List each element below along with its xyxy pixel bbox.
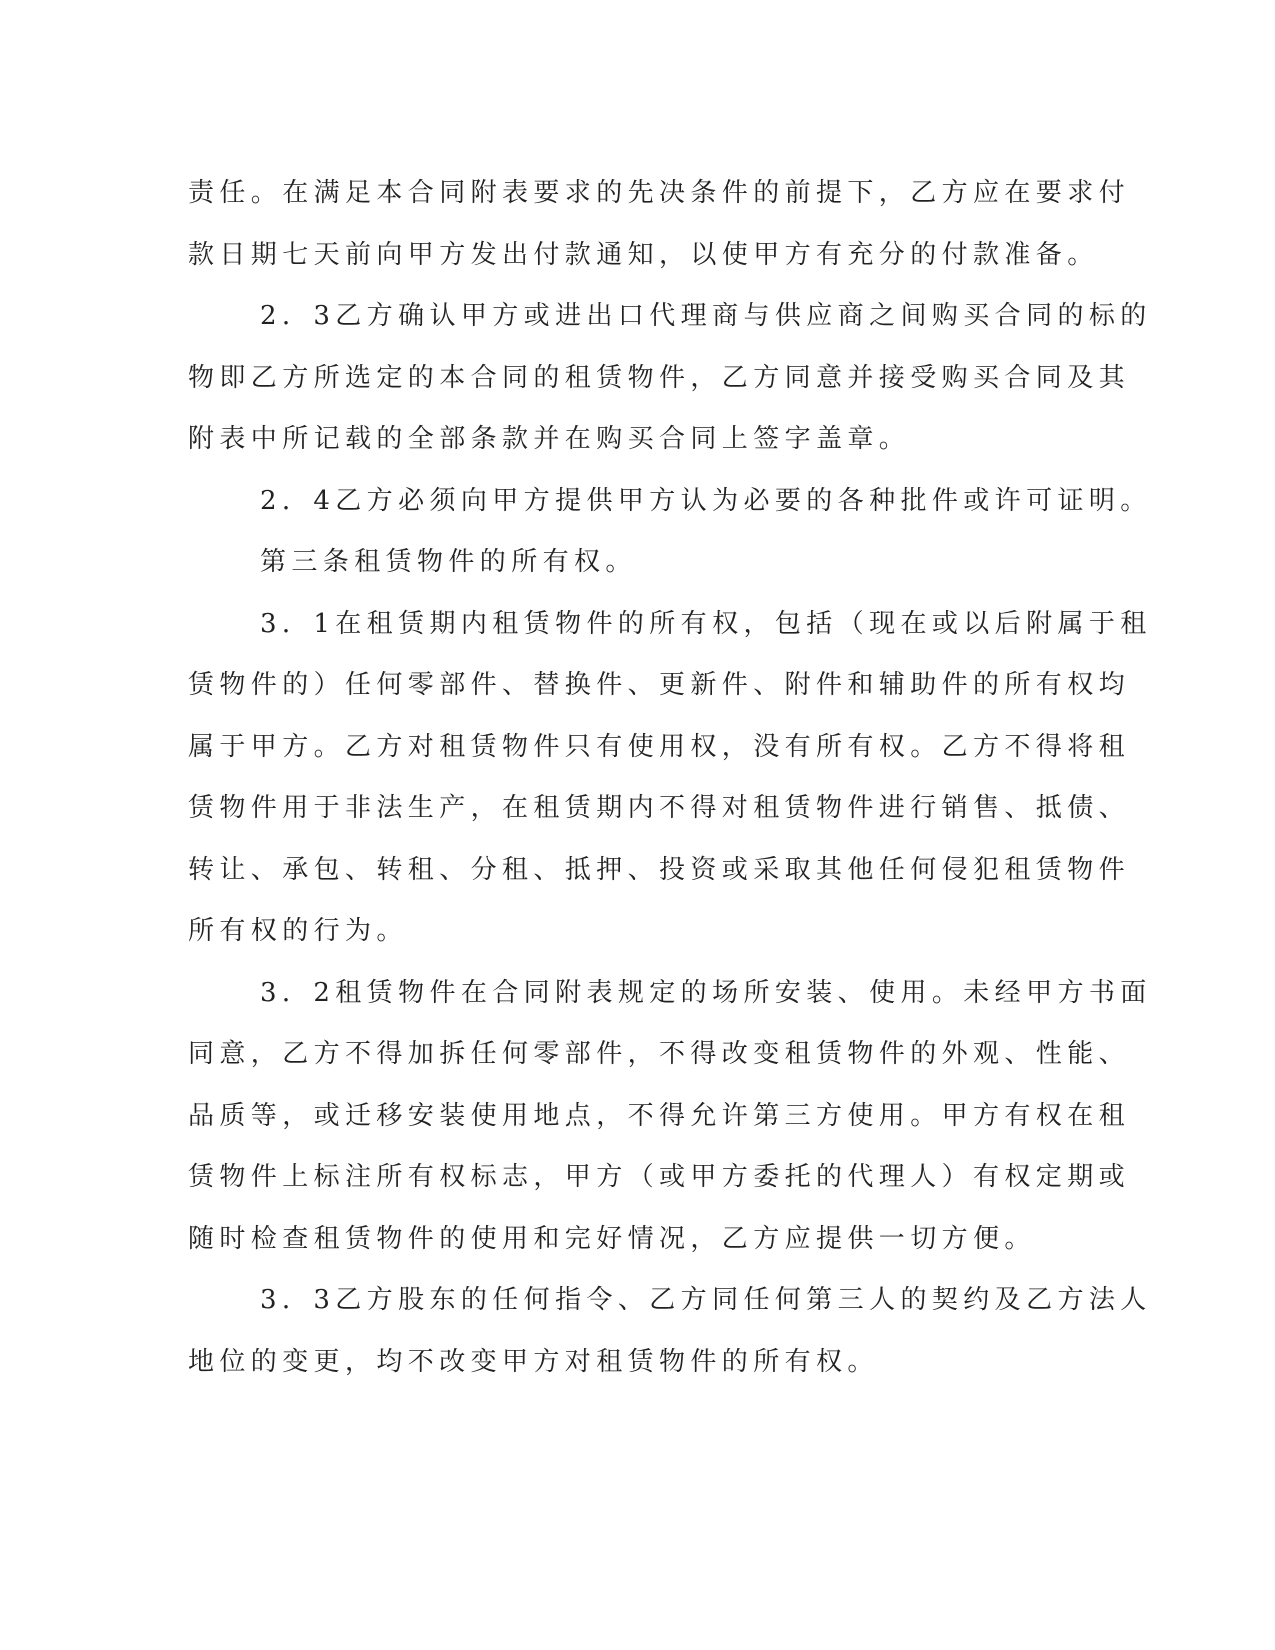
- clause-3-1: [188, 594, 1152, 656]
- text-line: 赁物件的）任何零部件、替换件、更新件、附件和辅助件的所有权均: [188, 670, 1131, 700]
- text-line: 随时检查租赁物件的使用和完好情况，乙方应提供一切方便。: [188, 1223, 1036, 1254]
- text-line: 2．3乙方确认甲方或进出口代理商与供应商之间购买合同的标的: [260, 301, 1152, 331]
- text-line: 3．2租赁物件在合同附表规定的场所安装、使用。未经甲方书面: [260, 977, 1152, 1008]
- clause-2-3: [188, 286, 1152, 348]
- text-line: 附表中所记载的全部条款并在购买合同上签字盖章。: [188, 424, 911, 454]
- text-line: 属于甲方。乙方对租赁物件只有使用权，没有所有权。乙方不得将租: [188, 731, 1131, 762]
- text-line: 责任。在满足本合同附表要求的先决条件的前提下，乙方应在要求付: [188, 178, 1131, 208]
- text-line: 3．1在租赁期内租赁物件的所有权，包括（现在或以后附属于租: [260, 608, 1152, 639]
- text-line: 3．3乙方股东的任何指令、乙方同任何第三人的契约及乙方法人: [260, 1285, 1152, 1315]
- clause-3-2: [188, 963, 1152, 1025]
- paragraph-payment-notice: [188, 163, 1131, 286]
- text-line: 同意，乙方不得加拆任何零部件，不得改变租赁物件的外观、性能、: [188, 1039, 1131, 1069]
- clause-3-2-continued: [188, 1024, 1131, 1270]
- text-line: 款日期七天前向甲方发出付款通知，以使甲方有充分的付款准备。: [188, 239, 1099, 270]
- text-line: 赁物件上标注所有权标志，甲方（或甲方委托的代理人）有权定期或: [188, 1162, 1131, 1192]
- clause-3-3: [188, 1270, 1152, 1332]
- clause-3-1-continued: [188, 655, 1131, 963]
- text-line: 赁物件用于非法生产，在租赁期内不得对租赁物件进行销售、抵债、: [188, 793, 1131, 823]
- text-line: 转让、承包、转租、分租、抵押、投资或采取其他任何侵犯租赁物件: [188, 854, 1131, 885]
- document-body: [188, 163, 1152, 1393]
- text-line: 地位的变更，均不改变甲方对租赁物件的所有权。: [188, 1346, 879, 1377]
- text-line: 2．4乙方必须向甲方提供甲方认为必要的各种批件或许可证明。: [260, 485, 1152, 516]
- clause-2-4: [188, 471, 1152, 533]
- text-line: 品质等，或迁移安装使用地点，不得允许第三方使用。甲方有权在租: [188, 1100, 1131, 1131]
- article-3-heading: [188, 532, 1088, 594]
- text-line: 第三条租赁物件的所有权。: [260, 547, 637, 577]
- clause-2-3-continued: [188, 348, 1131, 471]
- text-line: 物即乙方所选定的本合同的租赁物件，乙方同意并接受购买合同及其: [188, 362, 1131, 393]
- clause-3-3-continued: [188, 1332, 1088, 1394]
- text-line: 所有权的行为。: [188, 916, 408, 946]
